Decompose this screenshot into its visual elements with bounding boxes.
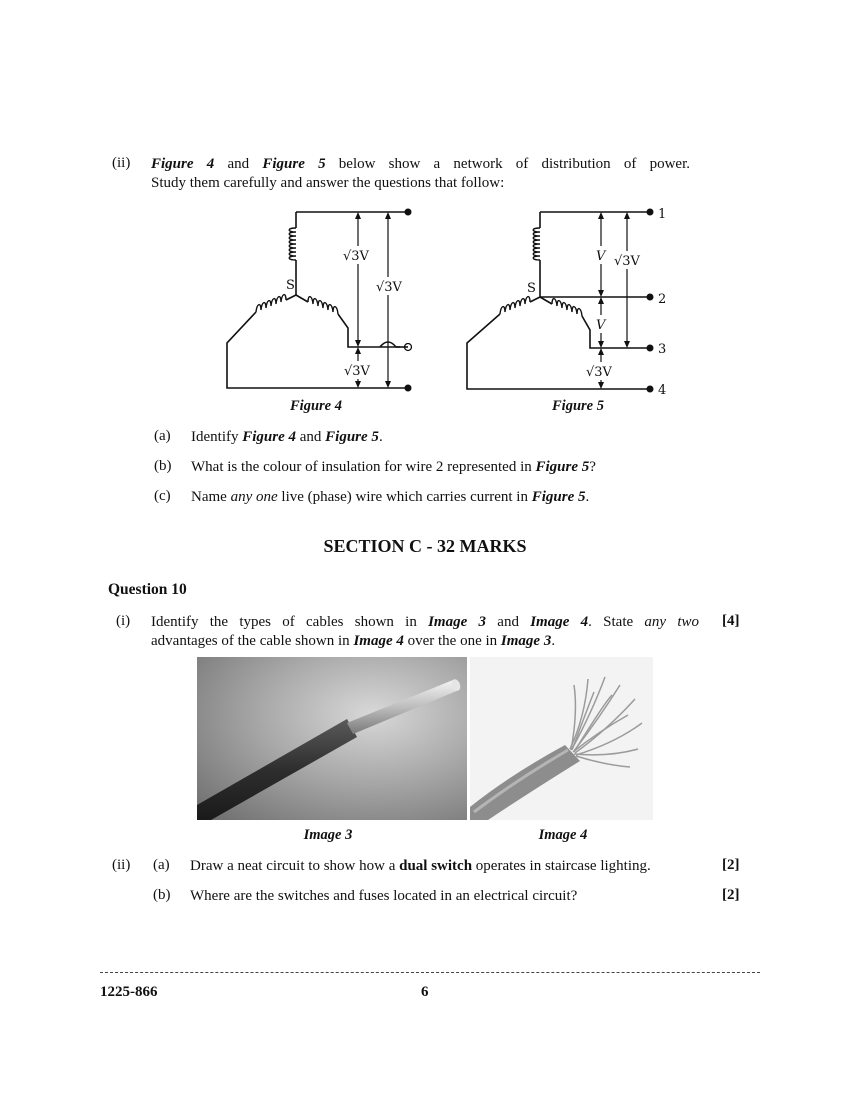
- q10-i-number: (i): [116, 613, 131, 629]
- fig5-label-v-mid: V: [596, 318, 606, 333]
- figure5-caption: Figure 5: [552, 398, 604, 414]
- q9-ii-line1-rest: below show a network of distribution of power.: [338, 156, 691, 172]
- subq-a-t2: and: [296, 429, 326, 445]
- q10-i-state: . State: [588, 614, 634, 630]
- figure4-caption: Figure 4: [290, 398, 342, 414]
- subq-c-text: [191, 488, 589, 507]
- fig5-coil-left: [500, 297, 530, 314]
- q10-ii-b-number: (b): [153, 887, 171, 903]
- subq-c-any-one: any one: [230, 489, 278, 505]
- and-word: and: [227, 156, 250, 172]
- fig5-coil-vertical: [533, 228, 540, 260]
- question10-title: Question 10: [108, 581, 187, 598]
- subq-c-number: (c): [154, 488, 171, 504]
- fig5-coil-right: [552, 299, 582, 316]
- footer-code: 1225-866: [100, 984, 158, 1000]
- subq-b-number: (b): [154, 458, 172, 474]
- fig5-label-root3-top: √3V: [614, 254, 640, 269]
- q10-ii-a-dual-switch: dual switch: [399, 858, 473, 874]
- subq-c-t2: live (phase) wire which carries current in: [277, 489, 532, 505]
- fig5-terminal-label-4: 4: [658, 383, 667, 398]
- subq-a-text: [191, 428, 383, 447]
- fig5-label-root3-bottom: √3V: [586, 365, 612, 380]
- image3-photo: [197, 657, 467, 820]
- subq-a-t3: .: [378, 429, 383, 445]
- subq-b-t1: What is the colour of insulation for wire 2 represented in: [191, 459, 536, 475]
- subq-b-text: [191, 458, 596, 477]
- fig4-label-bottom: √3V: [344, 364, 370, 379]
- fig4-label-top: √3V: [343, 249, 369, 264]
- q10-i-image3: Image 3: [428, 614, 487, 630]
- single-core-cable-illustration: [197, 657, 467, 820]
- q10-i-line1: [151, 613, 699, 632]
- section-heading: SECTION C - 32 MARKS: [323, 536, 527, 556]
- q10-i-image4: Image 4: [530, 614, 589, 630]
- subq-a-number: (a): [154, 428, 171, 444]
- subq-a-fig4: Figure 4: [242, 429, 296, 445]
- q10-ii-number: (ii): [112, 857, 131, 873]
- fig5-node-label: S: [527, 281, 536, 296]
- figure5-diagram: [0, 0, 850, 430]
- q10-i-line2-image4: Image 4: [353, 633, 404, 649]
- q10-i-and: and: [497, 614, 519, 630]
- q10-ii-a-t2: operates in staircase lighting.: [472, 858, 651, 874]
- image4-caption: Image 4: [538, 827, 588, 843]
- flexible-cable-illustration: [470, 657, 653, 820]
- fig5-terminal-label-1: 1: [658, 207, 667, 222]
- fig5-lead-left-a: [530, 297, 540, 302]
- q10-i-line2: [151, 632, 555, 651]
- q10-i-line2-image3: Image 3: [500, 633, 552, 649]
- q10-i-t1: Identify the types of cables shown in: [151, 614, 417, 630]
- fig5-terminal-1: [647, 209, 654, 216]
- q10-ii-a-text: [190, 857, 651, 876]
- image4-photo: [470, 657, 653, 820]
- q10-ii-b-marks: [2]: [722, 887, 740, 903]
- fig5-terminal-2: [647, 294, 654, 301]
- fig5-terminal-label-3: 3: [658, 342, 667, 357]
- q10-ii-a-number: (a): [153, 857, 170, 873]
- q9-ii-line2: Study them carefully and answer the questions that follow:: [151, 175, 505, 191]
- subq-c-fig5: Figure 5: [531, 489, 586, 505]
- fig5-terminal-3: [647, 345, 654, 352]
- fig5-lead-right-a: [540, 297, 552, 304]
- fig5-terminal-4: [647, 386, 654, 393]
- q10-i-line2-t2: over the one in: [403, 633, 501, 649]
- q10-i-line2-t1: advantages of the cable shown in: [151, 633, 354, 649]
- fig5-arrow-1-3: [624, 212, 630, 348]
- q10-i-marks: [4]: [722, 613, 740, 629]
- q10-ii-b-text: Where are the switches and fuses located in an electrical circuit?: [190, 888, 578, 904]
- subq-a-t1: Identify: [191, 429, 243, 445]
- fig5-label-v-top: V: [596, 249, 606, 264]
- fig4-label-right: √3V: [376, 280, 402, 295]
- subq-c-t3: .: [585, 489, 590, 505]
- image3-caption: Image 3: [303, 827, 353, 843]
- q10-i-line2-t3: .: [551, 633, 556, 649]
- figure4-ref: Figure 4: [151, 156, 215, 172]
- subq-b-t2: ?: [589, 459, 596, 475]
- q10-ii-a-t1: Draw a neat circuit to show how a: [190, 858, 400, 874]
- subq-a-fig5: Figure 5: [325, 429, 379, 445]
- fig4-node-label: S: [286, 278, 295, 293]
- q10-i-any-two: any two: [644, 614, 700, 630]
- q9-ii-number: (ii): [112, 155, 131, 171]
- footer-divider: [100, 972, 760, 973]
- subq-c-t1: Name: [191, 489, 231, 505]
- subq-b-fig5: Figure 5: [535, 459, 590, 475]
- q10-ii-a-marks: [2]: [722, 857, 740, 873]
- figure5-ref: Figure 5: [262, 156, 326, 172]
- footer-page-number: 6: [421, 984, 429, 1000]
- fig5-wire-4: [467, 314, 650, 389]
- fig5-terminal-label-2: 2: [658, 292, 667, 307]
